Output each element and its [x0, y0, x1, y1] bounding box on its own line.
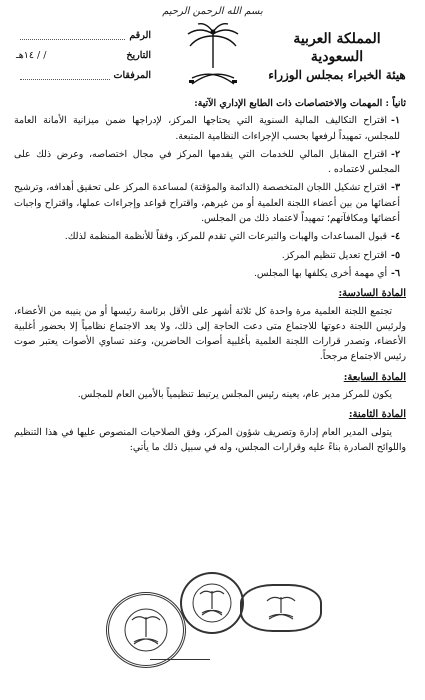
list-item [14, 147, 406, 178]
attachments-row [16, 66, 151, 86]
list-item [14, 248, 406, 263]
reference-block [16, 26, 151, 86]
item-number: ٣- [391, 182, 400, 194]
list-item [14, 180, 406, 226]
seal-emblem-icon [190, 581, 234, 625]
item-text: اقتراح المقابل المالي للخدمات التي يقدمها المركز في مجال اختصاصه، وعرض ذلك على المجلس لاعتماده . [14, 148, 400, 176]
official-seal-left [106, 592, 186, 668]
list-item [14, 266, 406, 281]
attachments-label: المرفقات [113, 70, 151, 81]
item-number: ٤- [391, 231, 400, 243]
item-number: ٦- [391, 267, 400, 279]
item-number: ١- [391, 115, 400, 127]
date-value: / / ١٤هـ [16, 50, 47, 61]
item-number: ٢- [391, 148, 400, 160]
item-text: اقتراح تشكيل اللجان المتخصصة (الدائمة والمؤقتة) لمساعدة المركز على تحقيق أهدافه، وترشيح أعضائها من بين أعضاء اللجنة العلمية أو من غيرهم، واقتراح قواعد وإجراءات عملها، واقتراح واجبات أعضائها ومكافآتهم؛ تمهيداً لاعتماد ذلك من المجلس. [14, 182, 400, 225]
org-name-line1: المملكة العربية السعودية [293, 31, 381, 65]
article-eight-text: يتولى المدير العام إدارة وتصريف شؤون المركز، وفق الصلاحيات المنصوص عليها في هذا التنظيم واللوائح الصادرة بناءً عليه وقرارات المجلس، وله في سبيل ذلك ما يأتي: [14, 426, 406, 453]
palm-swords-emblem [178, 18, 248, 90]
footer-divider [150, 659, 210, 660]
document-body [14, 96, 406, 457]
basmala-text: بسم الله الرحمن الرحيم [162, 6, 263, 17]
article-seven-title: المادة السابعة: [343, 371, 406, 383]
reference-label: الرقم [129, 30, 151, 41]
item-number: ٥- [391, 249, 400, 261]
seal-emblem-icon [251, 593, 311, 623]
seal-emblem-icon [121, 605, 171, 655]
attachments-blank [20, 66, 110, 80]
item-text: قبول المساعدات والهبات والتبرعات التي تقدم للمركز، وفقاً للأنظمة المنظمة لذلك. [64, 231, 388, 243]
reference-blank [20, 26, 125, 40]
date-label: التاريخ [126, 50, 151, 61]
date-row [16, 46, 151, 66]
official-seal-center [180, 572, 244, 634]
reference-row [16, 26, 151, 46]
item-text: اقتراح تعديل تنظيم المركز. [281, 249, 388, 261]
article-six-title: المادة السادسة: [338, 288, 406, 300]
stamps-area [0, 562, 425, 672]
article-eight-title: المادة الثامنة: [348, 409, 406, 421]
article-six-text: تجتمع اللجنة العلمية مرة واحدة كل ثلاثة أشهر على الأقل برئاسة رئيسها أو من ينيبه من الأعضاء، ولرئيس اللجنة دعوتها للاجتماع متى دعت الحاجة إلى ذلك، ولا يعد الاجتماع نظامياً إلا بحضور أغلبية الأعضاء، وتصدر قرارات اللجنة العلمية بأغلبية أصوات الحاضرين، وعند تساوي الأصوات يعتبر صوت رئيس الاجتماع مرجحاً. [14, 305, 406, 363]
section-two-intro: ثانياً : المهمات والاختصاصات ذات الطابع الإداري الآتية: [194, 98, 406, 109]
list-item [14, 229, 406, 244]
item-text: اقتراح التكاليف المالية السنوية التي يحتاجها المركز، لإدراجها ضمن ميزانية الأمانة العامة للمجلس، تمهيداً لرفعها بحسب الإجراءات النظامية المتبعة. [14, 115, 400, 142]
article-seven-text: يكون للمركز مدير عام، يعينه رئيس المجلس يرتبط تنظيمياً بالأمين العام للمجلس. [77, 389, 392, 401]
org-name-line2: هيئة الخبراء بمجلس الوزراء [268, 68, 406, 82]
section-two-list [14, 113, 406, 281]
list-item [14, 113, 406, 144]
organization-header [267, 30, 407, 84]
item-text: أي مهمة أخرى يكلفها بها المجلس. [253, 267, 388, 279]
official-seal-right [240, 584, 322, 632]
